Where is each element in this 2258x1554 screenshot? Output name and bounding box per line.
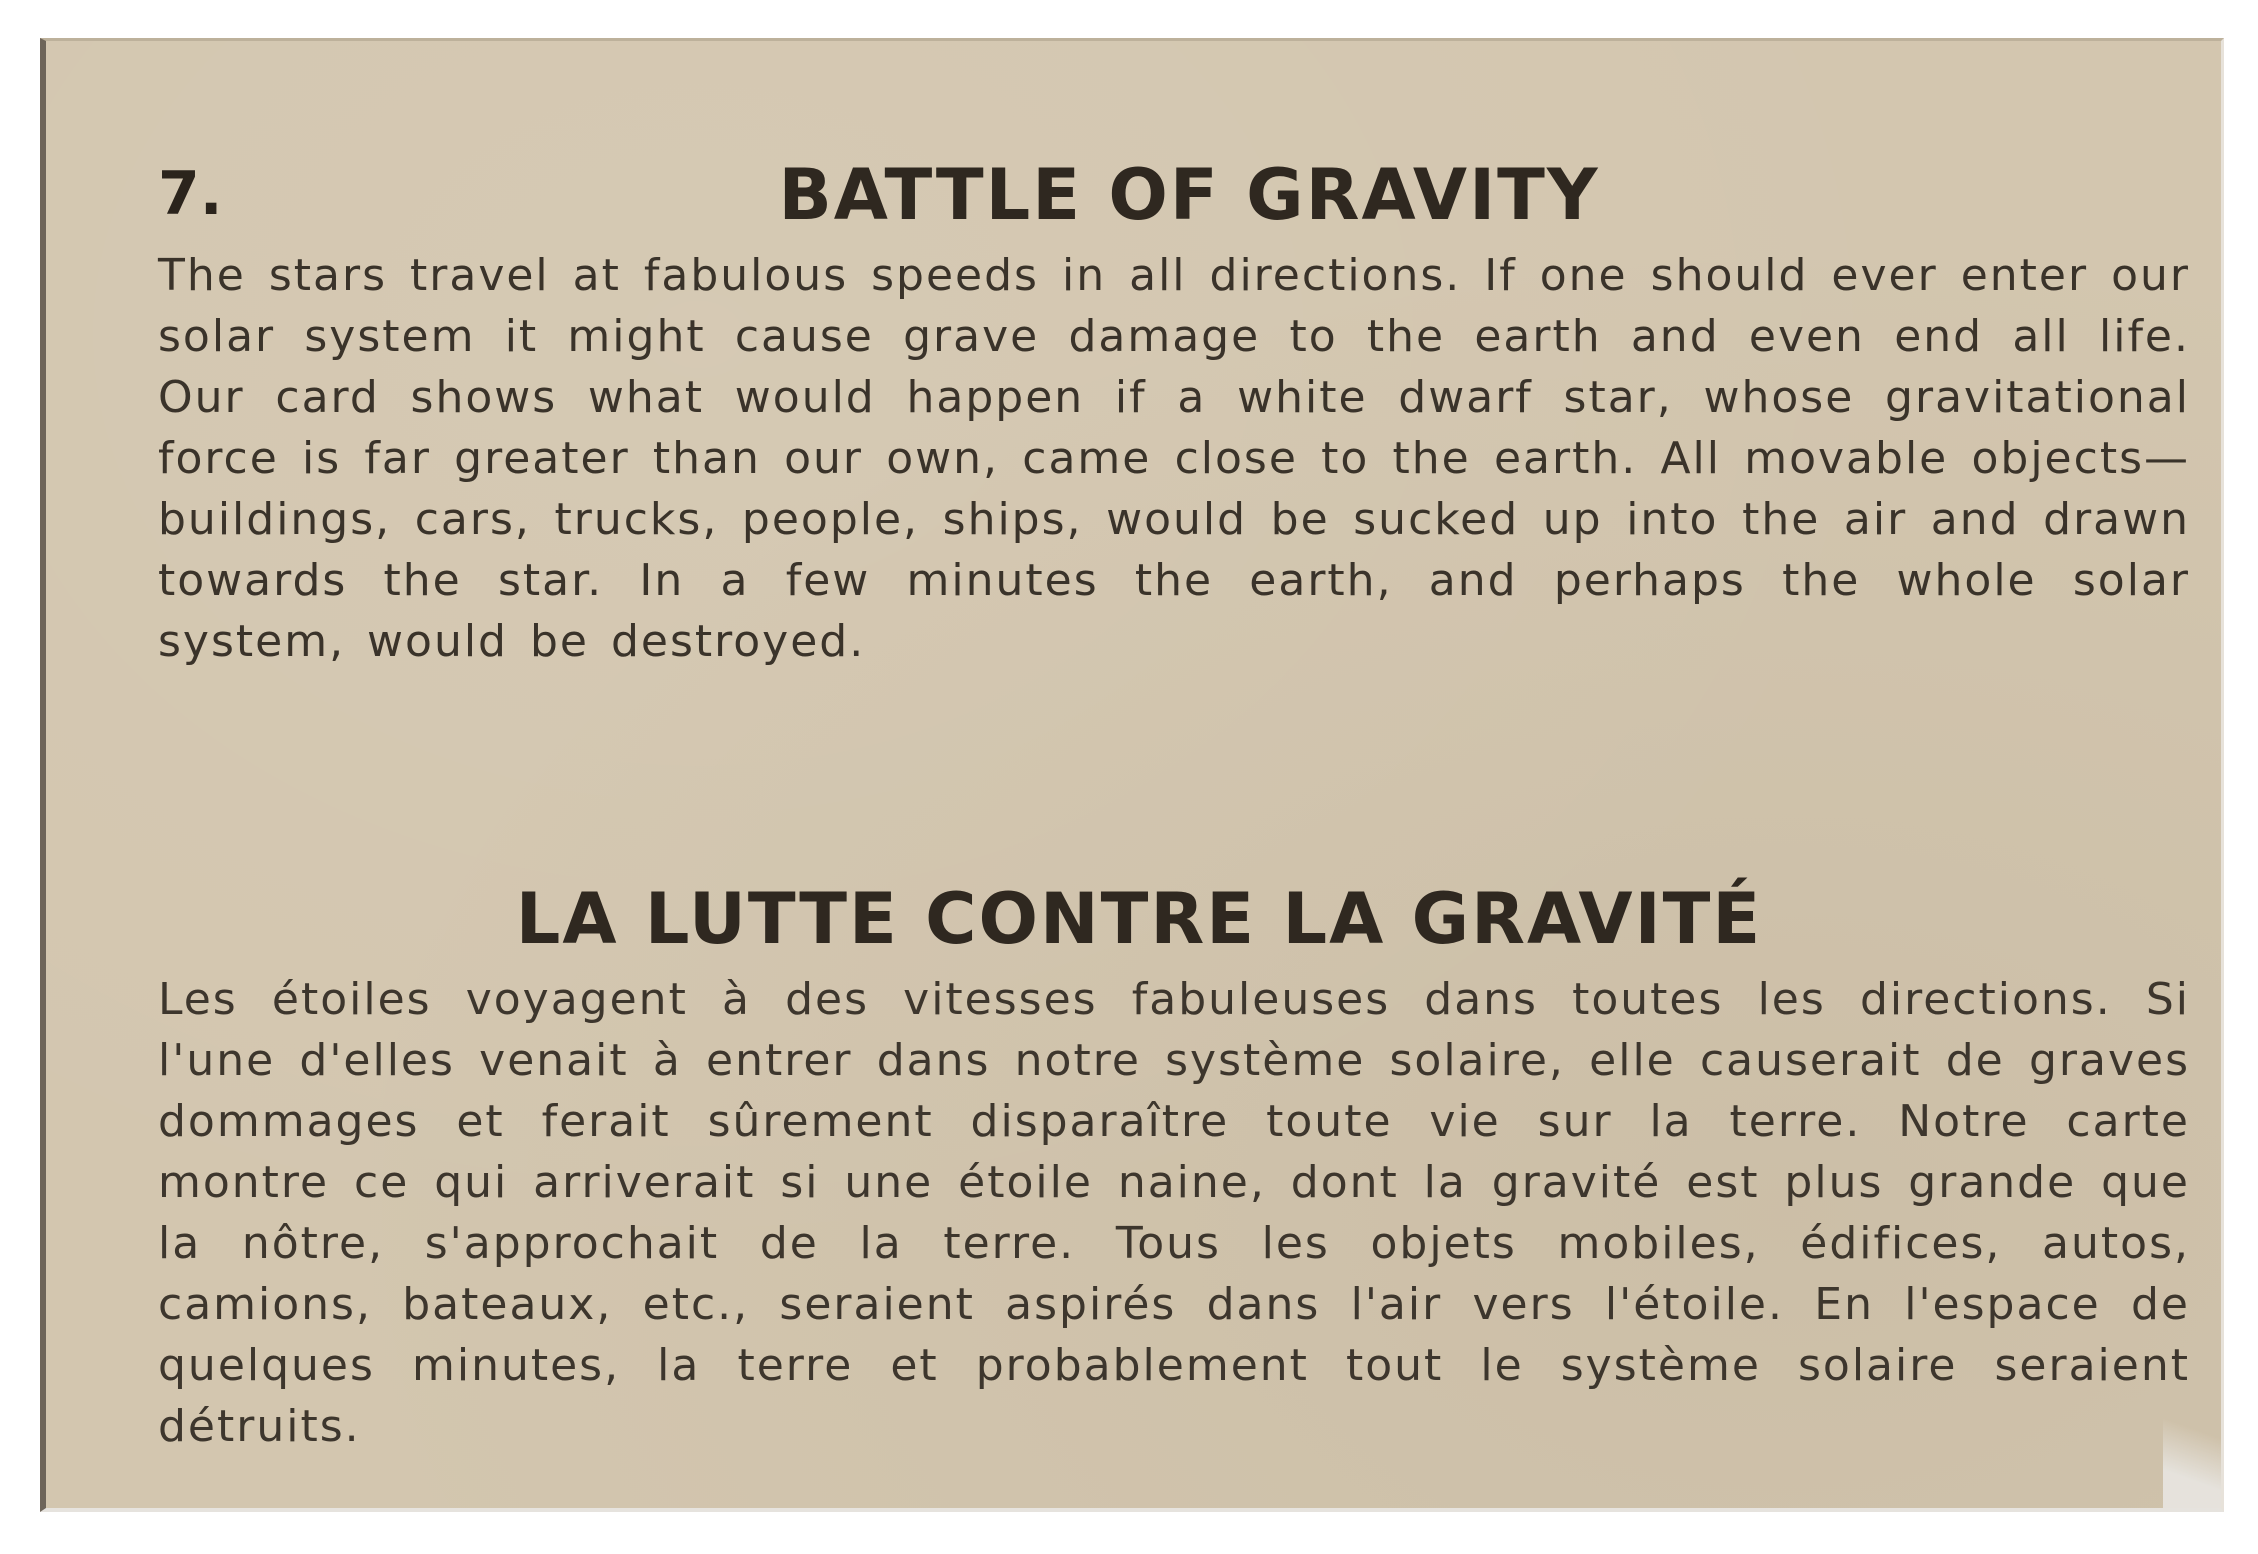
english-body: The stars travel at fabulous speeds in all directions. If one should ever enter our solar system it might cause grave damage to the earth and even end all life. Our card shows what would happen if a white dwarf star, whose gravitational force is far greater than our own, came close to the earth. All movable objects—buildings, cars, trucks, people, ships, would be sucked up into the air and drawn towards the star. In a few minutes the earth, and perhaps the whole solar system, would be destroyed. xyxy=(158,250,2190,667)
english-title: BATTLE OF GRAVITY xyxy=(778,154,1600,236)
french-section xyxy=(158,871,2190,1457)
worn-corner xyxy=(2163,1400,2223,1510)
english-section xyxy=(158,133,2190,672)
card-number: 7. xyxy=(158,159,223,229)
trading-card-back xyxy=(40,38,2224,1512)
french-body: Les étoiles voyagent à des vitesses fabuleuses dans toutes les directions. Si l'une d'elles venait à entrer dans notre système solaire, elle causerait de graves dommages et ferait sûrement disparaître toute vie sur la terre. Notre carte montre ce qui arriverait si une étoile naine, dont la gravité est plus grande que la nôtre, s'approchait de la terre. Tous les objets mobiles, édifices, autos, camions, bateaux, etc., seraient aspirés dans l'air vers l'étoile. En l'espace de quelques minutes, la terre et probablement tout le système solaire seraient détruits. xyxy=(158,974,2190,1452)
french-title: LA LUTTE CONTRE LA GRAVITÉ xyxy=(515,878,1763,960)
